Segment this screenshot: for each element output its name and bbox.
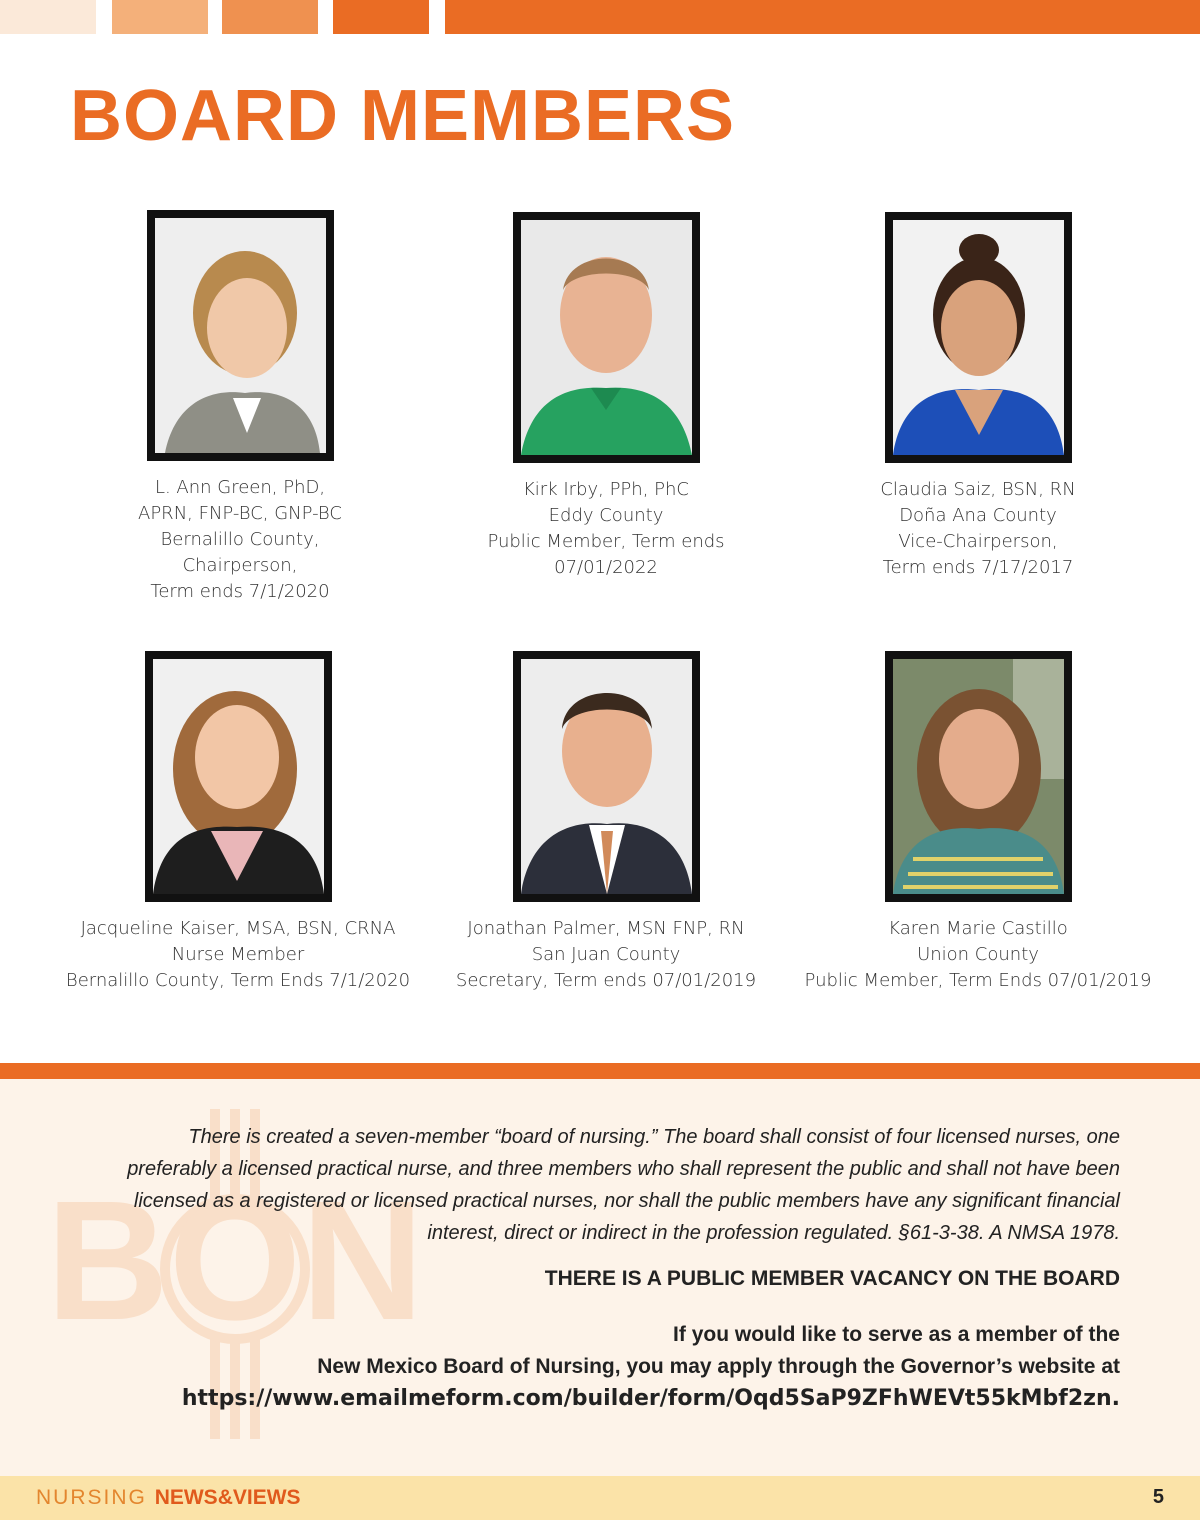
caption-line: 07/01/2022 [554,557,658,578]
member-caption [788,916,1168,994]
caption-line: L. Ann Green, PhD, [154,477,326,498]
caption-line: Public Member, Term Ends 07/01/2019 [804,970,1152,991]
member-photo [893,659,1064,894]
member-caption [416,916,796,994]
member-photo-frame [513,651,700,902]
apply-instructions [120,1319,1120,1415]
footer-bar [0,1476,1200,1520]
caption-line: Kirk Irby, PPh, PhC [523,479,689,500]
member-photo-frame [885,212,1072,463]
caption-line: San Juan County [531,944,681,965]
top-color-strip [0,0,1200,34]
member-photo [153,659,324,894]
bottom-margin [0,1520,1200,1540]
member-card [416,212,796,581]
caption-line: Public Member, Term ends [487,531,725,552]
member-caption [50,475,430,605]
member-photo [155,218,326,453]
apply-line: New Mexico Board of Nursing, you may apply through the Governor’s website at [317,1355,1120,1378]
caption-line: Term ends 7/17/2017 [882,557,1074,578]
member-photo-frame [145,651,332,902]
member-caption [788,477,1168,581]
caption-line: Bernalillo County, [160,529,320,550]
caption-line: Karen Marie Castillo [888,918,1068,939]
page-number: 5 [1152,1486,1164,1508]
member-photo [893,220,1064,455]
caption-line: Nurse Member [171,944,305,965]
member-photo [521,220,692,455]
member-card [788,651,1168,994]
publication-name-nursing: NURSING [36,1486,155,1509]
publication-name-news-views: NEWS&VIEWS [154,1486,301,1509]
section-divider [0,1063,1200,1079]
caption-line: Jacqueline Kaiser, MSA, BSN, CRNA [80,918,396,939]
caption-line: Term ends 7/1/2020 [150,581,330,602]
caption-line: Vice-Chairperson, [898,531,1058,552]
svg-text:BON: BON [46,1166,424,1356]
caption-line: Claudia Saiz, BSN, RN [880,479,1076,500]
caption-line: APRN, FNP-BC, GNP-BC [138,503,342,524]
member-photo-frame [147,210,334,461]
caption-line: Eddy County [548,505,664,526]
vacancy-notice: THERE IS A PUBLIC MEMBER VACANCY ON THE BOARD [544,1267,1120,1290]
caption-line: Doña Ana County [899,505,1057,526]
member-card [416,651,796,994]
caption-line: Union County [917,944,1039,965]
member-card [50,210,430,605]
apply-line: If you would like to serve as a member of the [673,1323,1120,1346]
caption-line: Secretary, Term ends 07/01/2019 [455,970,757,991]
statute-text: There is created a seven-member “board of nursing.” The board shall consist of four licensed nurses, one preferably a licensed practical nurse, and three members who shall represent the public and shall not have been licensed as a registered or licensed practical nurses, nor shall the public members have any significant financial interest, direct or indirect in the profession regulated. §61-3-38. A NMSA 1978. [127,1126,1120,1244]
member-photo [521,659,692,894]
member-card [788,212,1168,581]
caption-line: Chairperson, [182,555,298,576]
page-title: BOARD MEMBERS [70,76,736,156]
publication-name [36,1486,301,1510]
application-link[interactable]: https://www.emailmeform.com/builder/form/Oqd5SaP9ZFhWEVt55kMbf2zn. [181,1386,1120,1411]
caption-line: Bernalillo County, Term Ends 7/1/2020 [65,970,411,991]
member-caption [416,477,796,581]
member-photo-frame [885,651,1072,902]
member-photo-frame [513,212,700,463]
member-card [48,651,428,994]
caption-line: Jonathan Palmer, MSN FNP, RN [467,918,745,939]
member-caption [48,916,428,994]
info-panel [0,1079,1200,1476]
